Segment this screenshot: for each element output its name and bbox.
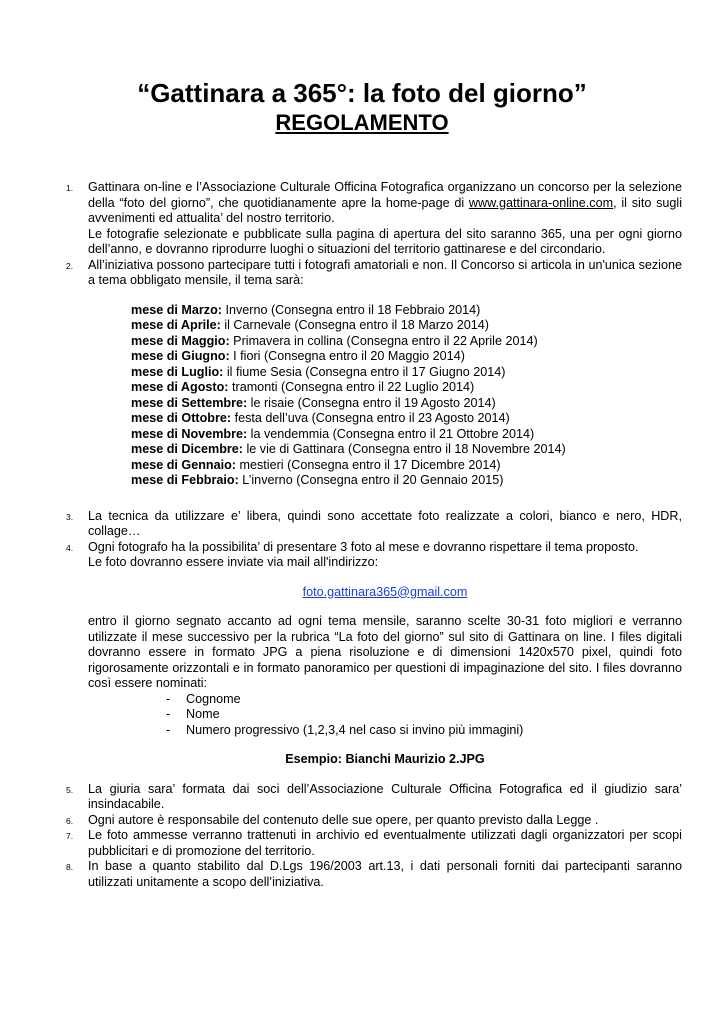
spacer bbox=[0, 571, 724, 585]
month-row bbox=[131, 303, 682, 319]
month-row bbox=[131, 365, 682, 381]
rule-number: 4. bbox=[66, 542, 74, 553]
list-item-text: Numero progressivo (1,2,3,4 nel caso si invino più immagini) bbox=[186, 722, 524, 737]
list-item bbox=[160, 723, 724, 739]
month-row bbox=[131, 396, 682, 412]
month-label: mese di Maggio: bbox=[131, 333, 230, 348]
spacer bbox=[0, 768, 724, 782]
document-subtitle: REGOLAMENTO bbox=[275, 110, 449, 135]
month-label: mese di Marzo: bbox=[131, 302, 222, 317]
month-row bbox=[131, 427, 682, 443]
rule-number: 7. bbox=[66, 831, 74, 841]
month-label: mese di Febbraio: bbox=[131, 473, 239, 487]
month-theme: mestieri (Consegna entro il 17 Dicembre 2014) bbox=[235, 457, 501, 472]
month-label: mese di Novembre: bbox=[131, 426, 248, 441]
month-theme: le vie di Gattinara (Consegna entro il 18 Novembre 2014) bbox=[243, 442, 566, 456]
month-row bbox=[131, 318, 682, 334]
month-row bbox=[131, 473, 682, 489]
month-theme: le risaie (Consegna entro il 19 Agosto 2014) bbox=[247, 395, 496, 410]
month-theme: L’inverno (Consegna entro il 20 Gennaio 2015) bbox=[238, 473, 504, 487]
rule-number: 5. bbox=[66, 784, 74, 795]
list-item bbox=[160, 692, 724, 708]
month-row bbox=[131, 458, 682, 474]
month-row bbox=[131, 411, 682, 427]
monthly-themes-list bbox=[131, 303, 682, 489]
rule-item-6 bbox=[0, 813, 724, 829]
month-row bbox=[131, 349, 682, 365]
month-label: mese di Aprile: bbox=[131, 318, 221, 332]
rule-number: 1. bbox=[66, 183, 74, 193]
month-label: mese di Gennaio: bbox=[131, 457, 236, 472]
rule-item-5 bbox=[0, 782, 724, 813]
rule-text: Le fotografie selezionate e pubblicate sulla pagina di apertura del sito saranno 365, una per ogni giorno dell’anno, e dovranno riprodurre luoghi o situazioni del territorio gattinarese e del circondario. bbox=[88, 226, 682, 256]
rule-item-3 bbox=[0, 509, 724, 540]
spacer bbox=[0, 738, 724, 752]
month-label: mese di Ottobre: bbox=[131, 411, 232, 425]
document-title: “Gattinara a 365°: la foto del giorno” bbox=[137, 78, 587, 108]
month-row bbox=[131, 334, 682, 350]
rule-number: 3. bbox=[66, 511, 74, 522]
spacer bbox=[0, 600, 724, 614]
dash-bullet: - bbox=[166, 691, 171, 706]
rule-text-part: , il sito sugli avvenimenti ed attualita’ del nostro territorio. bbox=[88, 195, 682, 225]
email-row bbox=[0, 585, 724, 601]
email-link[interactable]: foto.gattinara365@gmail.com bbox=[302, 584, 468, 599]
rule-text: Ogni autore è responsabile del contenuto delle sue opere, per quanto previsto dalla Legge . bbox=[88, 812, 599, 827]
rule-item-7 bbox=[0, 828, 724, 859]
month-row bbox=[131, 380, 682, 396]
rule-text-part: Gattinara on-line e l’Associazione Culturale Officina Fotografica organizzano un concorso per la selezione della “foto del giorno”, che quotidianamente apre la home-page di bbox=[88, 180, 682, 210]
rule-item-4 bbox=[0, 540, 724, 571]
month-theme: la vendemmia (Consegna entro il 21 Ottobre 2014) bbox=[247, 426, 535, 441]
month-row bbox=[131, 442, 682, 458]
rule-number: 6. bbox=[66, 815, 74, 826]
rule-text: Ogni fotografo ha la possibilita’ di presentare 3 foto al mese e dovranno rispettare il tema proposto. bbox=[88, 539, 639, 554]
rule-item-8 bbox=[0, 859, 724, 890]
rule-text: Le foto dovranno essere inviate via mail all'indirizzo: bbox=[88, 555, 379, 569]
month-theme: I fiori (Consegna entro il 20 Maggio 2014) bbox=[229, 349, 465, 363]
dash-bullet: - bbox=[166, 722, 171, 737]
rule-item-1 bbox=[0, 180, 724, 258]
month-theme: Primavera in collina (Consegna entro il 22 Aprile 2014) bbox=[229, 333, 538, 348]
month-label: mese di Luglio: bbox=[131, 364, 224, 379]
month-theme: il Carnevale (Consegna entro il 18 Marzo 2014) bbox=[220, 318, 489, 332]
rule-text: In base a quanto stabilito dal D.Lgs 196/2003 art.13, i dati personali forniti dai partecipanti saranno utilizzati unitamente a scopo dell’iniziativa. bbox=[88, 859, 682, 889]
rule-text bbox=[88, 180, 682, 227]
month-theme: festa dell’uva (Consegna entro il 23 Agosto 2014) bbox=[231, 411, 510, 425]
rule-text: All’iniziativa possono partecipare tutti i fotografi amatoriali e non. Il Concorso si articola in un'unica sezione a tema obbligato mensile, il tema sarà: bbox=[88, 257, 682, 287]
month-label: mese di Agosto: bbox=[131, 380, 229, 394]
month-label: mese di Settembre: bbox=[131, 395, 248, 410]
rules-body bbox=[0, 180, 724, 890]
dash-bullet: - bbox=[166, 707, 171, 721]
list-item-text: Nome bbox=[186, 707, 220, 721]
file-naming-list bbox=[0, 692, 724, 739]
filename-example: Esempio: Bianchi Maurizio 2.JPG bbox=[285, 752, 485, 766]
month-theme: tramonti (Consegna entro il 22 Luglio 2014) bbox=[228, 380, 475, 394]
spacer bbox=[0, 489, 724, 509]
rule-number: 8. bbox=[66, 862, 74, 872]
list-item bbox=[160, 707, 724, 723]
month-theme: Inverno (Consegna entro il 18 Febbraio 2014) bbox=[221, 302, 481, 317]
rule-number: 2. bbox=[66, 260, 74, 271]
rule-text: Le foto ammesse verranno trattenuti in archivio ed eventualmente utilizzati dagli organizzatori per scopi pubblicitari e di promozione del territorio. bbox=[88, 828, 682, 858]
rule-item-2 bbox=[0, 258, 724, 489]
month-label: mese di Dicembre: bbox=[131, 442, 243, 456]
month-label: mese di Giugno: bbox=[131, 349, 230, 363]
website-link[interactable]: www.gattinara-online.com bbox=[468, 195, 614, 210]
month-theme: il fiume Sesia (Consegna entro il 17 Giugno 2014) bbox=[223, 364, 506, 379]
rule-text: La giuria sara’ formata dai soci dell’Associazione Culturale Officina Fotografica ed il giudizio sara’ insindacabile. bbox=[88, 781, 682, 811]
rule-text: entro il giorno segnato accanto ad ogni tema mensile, saranno scelte 30-31 foto migliori e verranno utilizzate il mese successivo per la rubrica “La foto del giorno” sul sito di Gattinara on line. I files digitali dovranno essere in formato JPG a piena risoluzione e di dimensioni 1420x570 pixel, quindi foto rigorosamente orizzontali e in formato panoramico per questioni di impaginazione del sito. I files dovranno così essere nominati: bbox=[88, 614, 682, 690]
list-item-text: Cognome bbox=[186, 691, 241, 706]
rule-text: La tecnica da utilizzare e’ libera, quindi sono accettate foto realizzate a colori, bianco e nero, HDR, collage… bbox=[88, 508, 682, 538]
